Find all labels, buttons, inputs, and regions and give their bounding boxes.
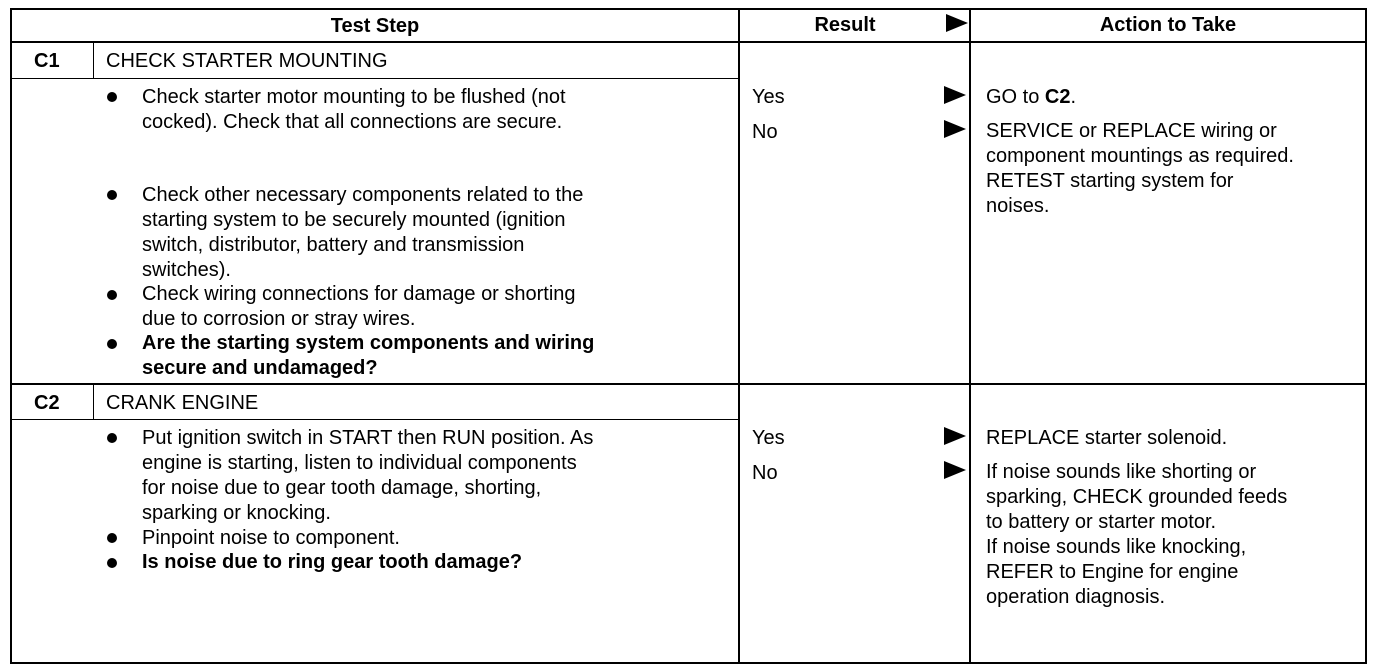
code-col-divider-c2 <box>93 385 94 420</box>
table-left-border <box>10 8 12 664</box>
c1-bullet-4-icon <box>107 339 117 349</box>
c1-bullet-2-icon <box>107 190 117 200</box>
table-bottom-border <box>10 662 1367 664</box>
c2-bullet-1-icon <box>107 433 117 443</box>
col-divider-result <box>738 8 740 664</box>
c1-title-rule <box>10 78 739 79</box>
c2-action-yes: REPLACE starter solenoid. <box>986 427 1228 449</box>
header-action: Action to Take <box>1099 14 1237 36</box>
col-divider-action <box>969 8 971 664</box>
c1-action-yes: GO to C2. <box>986 86 1077 108</box>
header-result: Result <box>814 14 876 36</box>
c1-no-arrow-icon <box>944 120 966 138</box>
header-arrow-icon <box>946 14 968 32</box>
c2-no-arrow-icon <box>944 461 966 479</box>
header-bottom-rule <box>10 41 1367 43</box>
c2-bullet-2: Pinpoint noise to component. <box>142 527 400 549</box>
c2-title: CRANK ENGINE <box>106 392 259 414</box>
c1-action-no: SERVICE or REPLACE wiring or component mountings as required. RETEST starting system for noises. <box>986 120 1294 217</box>
table-right-border <box>1365 8 1367 664</box>
c1-bullet-1-icon <box>107 92 117 102</box>
c1-code: C1 <box>34 50 60 72</box>
c2-bullet-3-icon <box>107 558 117 568</box>
c1-bullet-4: Are the starting system components and wiring secure and undamaged? <box>142 332 595 379</box>
c1-yes-arrow-icon <box>944 86 966 104</box>
c1-bullet-3: Check wiring connections for damage or shorting due to corrosion or stray wires. <box>142 283 576 330</box>
c2-bullet-2-icon <box>107 533 117 543</box>
c2-bullet-3: Is noise due to ring gear tooth damage? <box>142 551 523 573</box>
c1-bullet-3-icon <box>107 290 117 300</box>
c2-bullet-1: Put ignition switch in START then RUN position. As engine is starting, listen to individual components for noise due to gear tooth damage, shorting, sparking or knocking. <box>142 427 594 524</box>
c1-result-yes: Yes <box>752 86 785 108</box>
c1-bullet-2: Check other necessary components related to the starting system to be securely mounted (ignition switch, distributor, battery and transmission switches). <box>142 184 584 281</box>
c2-yes-arrow-icon <box>944 427 966 445</box>
c2-action-no: If noise sounds like shorting or sparking, CHECK grounded feeds to battery or starter motor. If noise sounds like knocking, REFER to Engine for engine operation diagnosis. <box>986 461 1288 608</box>
code-col-divider-c1 <box>93 43 94 79</box>
step-separator <box>10 383 1367 385</box>
c2-title-rule <box>10 419 739 420</box>
c2-result-yes: Yes <box>752 427 785 449</box>
header-test-step: Test Step <box>330 15 420 37</box>
c1-title: CHECK STARTER MOUNTING <box>106 50 388 72</box>
c1-result-no: No <box>752 121 778 143</box>
c1-bullet-1: Check starter motor mounting to be flushed (not cocked). Check that all connections are secure. <box>142 86 566 133</box>
c2-code: C2 <box>34 392 60 414</box>
c2-result-no: No <box>752 462 778 484</box>
